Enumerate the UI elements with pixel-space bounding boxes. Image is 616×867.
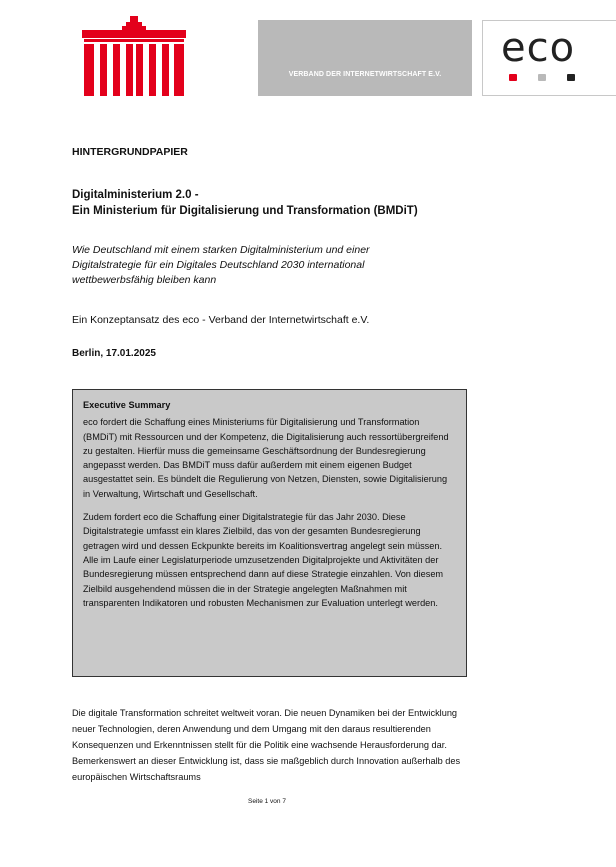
summary-paragraph-1: eco fordert die Schaffung eines Ministeriums für Digitalisierung und Transformation (BMDiT) mit Ressourcen und der Kompetenz, die Digitalisierung auch ressortübergreifend zu gestalten. Hierfür muss die gemeinsame Geschäftsordnung der Bundesregierung angepasst werden. Das BMDiT muss dafür außerdem mit einem eigenen Budget ausgestattet sein. Es bündelt die Regulierung von Netzen, Diensten, sowie Digitalisierung in Verwaltung, Wirtschaft und Gesellschaft.	[83, 417, 449, 499]
gate-icon	[80, 16, 188, 96]
eco-logo	[482, 20, 616, 96]
subtitle-line-3: wettbewerbsfähig bleiben kann	[72, 274, 217, 286]
subtitle-line-2: Digitalstrategie für ein Digitales Deutschland 2030 international	[72, 259, 365, 271]
concept-statement: Ein Konzeptansatz des eco - Verband der Internetwirtschaft e.V.	[72, 314, 370, 326]
title-line-1: Digitalministerium 2.0 -	[72, 189, 199, 201]
document-type: HINTERGRUNDPAPIER	[72, 146, 188, 158]
logo-dot-black	[567, 74, 575, 81]
subtitle-line-1: Wie Deutschland mit einem starken Digitalministerium und einer	[72, 244, 370, 256]
summary-title: Executive Summary	[83, 400, 171, 410]
document-subtitle	[72, 243, 432, 288]
executive-summary-box	[72, 389, 467, 677]
logo-text: eco	[501, 25, 576, 71]
title-line-2: Ein Ministerium für Digitalisierung und Transformation (BMDiT)	[72, 205, 418, 217]
body-paragraph: Die digitale Transformation schreitet weltweit voran. Die neuen Dynamiken bei der Entwicklung neuer Technologien, deren Anwendung und dem Umgang mit den daraus resultierenden Konsequenzen und Erkenntnissen stellt für die Politik eine wachsende Herausforderung dar. Bemerkenswert an dieser Entwicklung ist, dass sie maßgeblich durch Innovation außerhalb des europäischen Wirtschaftsraums	[72, 708, 461, 782]
banner-text: VERBAND DER INTERNETWIRTSCHAFT E.V.	[288, 71, 442, 78]
summary-paragraph-2: Zudem fordert eco die Schaffung einer Digitalstrategie für das Jahr 2030. Diese Digitalstrategie umfasst ein klares Zielbild, das von der gesamten Bundesregierung getragen wird und dessen Eckpunkte bereits im Koalitionsvertrag angelegt sein müssen. Alle im Laufe einer Legislaturperiode umzusetzenden Digitalprojekte und Aktivitäten der Bundesregierung müssen entsprechend dann auf diese Strategie einzahlen. Von diesem Zielbild ausgehendend müssen die in der Strategie angelegten Maßnahmen mit transparenten Indikatoren und robusten Mechanismen zur Evaluation unterlegt werden.	[83, 512, 444, 608]
brandenburg-gate-logo	[80, 16, 188, 96]
page-number: Seite 1 von 7	[248, 798, 286, 805]
document-date: Berlin, 17.01.2025	[72, 348, 156, 359]
header-banner	[258, 20, 472, 96]
logo-dot-grey	[538, 74, 546, 81]
logo-dot-red	[509, 74, 517, 81]
document-title	[72, 187, 418, 219]
